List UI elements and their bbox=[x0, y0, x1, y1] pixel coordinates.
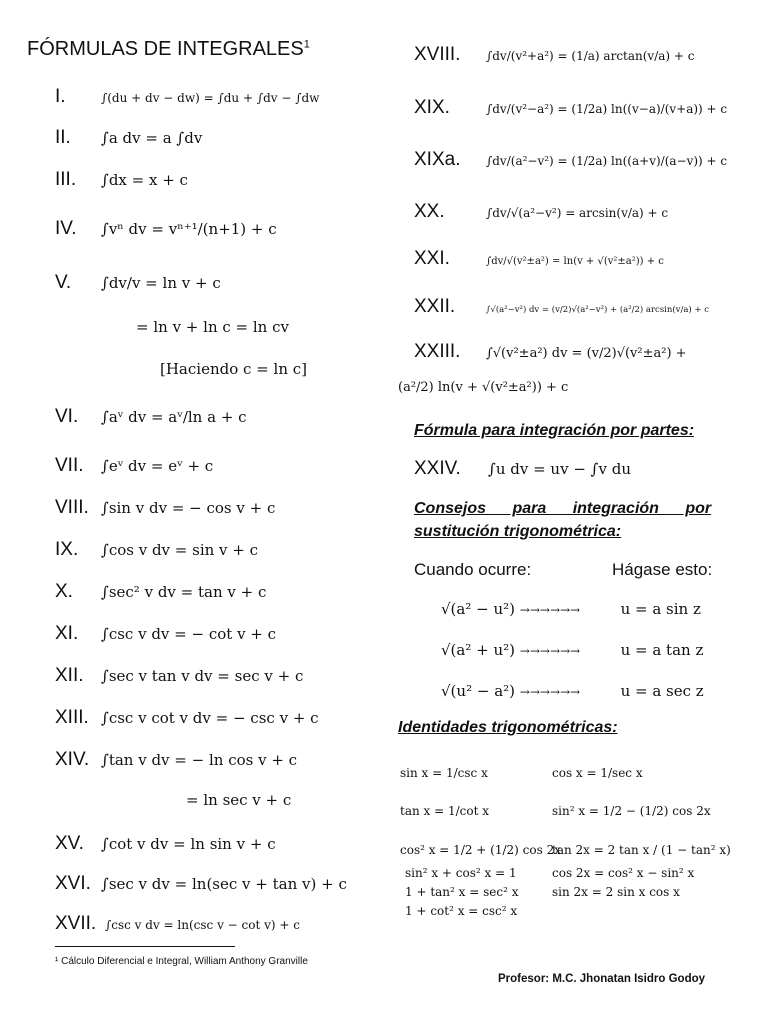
identity-item: tan 2x = 2 tan x / (1 − tan² x) bbox=[552, 843, 731, 857]
formula-number: XXII. bbox=[414, 296, 456, 317]
formula-expression: ∫csc v cot v dv = − csc v + c bbox=[101, 709, 319, 727]
formula-number: VI. bbox=[55, 406, 79, 427]
formula-expression: ∫aᵛ dv = aᵛ/ln a + c bbox=[101, 408, 247, 426]
identity-item: 1 + cot² x = csc² x bbox=[405, 904, 518, 918]
identity-item: sin x = 1/csc x bbox=[400, 766, 488, 780]
formula-row bbox=[55, 833, 276, 855]
formula-number: XXI. bbox=[414, 248, 450, 269]
formula-expression: [Haciendo c = ln c] bbox=[160, 360, 307, 378]
identity-item: cos x = 1/sec x bbox=[552, 766, 643, 780]
formula-row bbox=[55, 169, 188, 191]
formula-number: XVI. bbox=[55, 873, 91, 894]
formula-row bbox=[55, 86, 319, 108]
formula-expression: ∫dx = x + c bbox=[101, 171, 188, 189]
subst-row bbox=[441, 641, 703, 659]
subst-row bbox=[441, 682, 704, 700]
page-title bbox=[27, 38, 310, 61]
formula-row bbox=[414, 341, 687, 363]
subst-do: u = a sin z bbox=[620, 600, 701, 618]
identity-item: sin² x + cos² x = 1 bbox=[405, 866, 517, 880]
identities-heading: Identidades trigonométricas: bbox=[398, 719, 618, 736]
subst-when: √(u² − a²) bbox=[441, 682, 515, 700]
formula-expression: ∫dv/(a²−v²) = (1/2a) ln((a+v)/(a−v)) + c bbox=[486, 154, 728, 168]
formula-expression: ∫csc v dv = ln(csc v − cot v) + c bbox=[105, 918, 300, 932]
formula-row bbox=[186, 791, 291, 810]
subst-do: u = a sec z bbox=[620, 682, 704, 700]
formula-number: IV. bbox=[55, 218, 77, 239]
formula-number: XVIII. bbox=[414, 44, 461, 65]
formula-row bbox=[55, 623, 276, 645]
formula-expression: ∫a dv = a ∫dv bbox=[101, 129, 203, 147]
formula-row bbox=[414, 44, 694, 66]
formula-row bbox=[55, 665, 303, 687]
formula-number: VIII. bbox=[55, 497, 89, 518]
identity-item: cos² x = 1/2 + (1/2) cos 2x bbox=[400, 843, 561, 857]
formula-expression: ∫√(a²−v²) dv = (v/2)√(a²−v²) + (a²/2) arcsin(v/a) + c bbox=[486, 305, 710, 315]
formula-expression: ∫√(v²±a²) dv = (v/2)√(v²±a²) + bbox=[486, 346, 687, 361]
formula-expression: = ln v + ln c = ln cv bbox=[136, 318, 289, 336]
parts-formula-row bbox=[414, 458, 631, 480]
formula-expression: (a²/2) ln(v + √(v²±a²)) + c bbox=[398, 380, 569, 395]
arrow-icon: →→→→→→ bbox=[519, 685, 581, 699]
formula-expression: ∫sec v dv = ln(sec v + tan v) + c bbox=[101, 875, 347, 893]
formula-number: XIX. bbox=[414, 97, 450, 118]
arrow-icon: →→→→→→ bbox=[519, 644, 581, 658]
formula-expression: ∫(du + dv − dw) = ∫du + ∫dv − ∫dw bbox=[101, 91, 320, 105]
author-credit: Profesor: M.C. Jhonatan Isidro Godoy bbox=[498, 973, 706, 985]
identity-item: sin² x = 1/2 − (1/2) cos 2x bbox=[552, 804, 711, 818]
formula-row bbox=[55, 218, 277, 240]
formula-row bbox=[55, 873, 347, 895]
formula-row bbox=[160, 360, 307, 379]
formula-number: XXIII. bbox=[414, 341, 461, 362]
subst-row bbox=[441, 600, 701, 618]
formula-number: XII. bbox=[55, 665, 84, 686]
formula-row bbox=[55, 127, 202, 149]
formula-expression: ∫tan v dv = − ln cos v + c bbox=[101, 751, 298, 769]
title-text: FÓRMULAS DE INTEGRALES bbox=[27, 38, 304, 60]
subst-do: u = a tan z bbox=[620, 641, 704, 659]
formula-number: XX. bbox=[414, 201, 445, 222]
formula-number: XIII. bbox=[55, 707, 89, 728]
formula-expression: ∫eᵛ dv = eᵛ + c bbox=[101, 457, 214, 475]
footnote: ¹ Cálculo Diferencial e Integral, William Anthony Granville bbox=[55, 956, 308, 967]
identity-item: sin 2x = 2 sin x cos x bbox=[552, 885, 680, 899]
formula-expression: ∫cos v dv = sin v + c bbox=[101, 541, 259, 559]
formula-number: VII. bbox=[55, 455, 84, 476]
formula-number: I. bbox=[55, 86, 66, 107]
formula-expression: = ln sec v + c bbox=[186, 791, 292, 809]
formula-expression: ∫vⁿ dv = vⁿ⁺¹/(n+1) + c bbox=[101, 220, 277, 238]
formula-row bbox=[414, 201, 668, 223]
formula-row bbox=[414, 296, 709, 318]
formula-row bbox=[55, 707, 319, 729]
formula-number: XXIV. bbox=[414, 458, 461, 479]
formula-row bbox=[414, 97, 727, 119]
footnote-divider bbox=[55, 946, 235, 947]
formula-row bbox=[55, 539, 258, 561]
arrow-icon: →→→→→→ bbox=[519, 603, 581, 617]
subst-column-do: Hágase esto: bbox=[612, 560, 713, 579]
formula-number: II. bbox=[55, 127, 71, 148]
formula-expression: ∫sec² v dv = tan v + c bbox=[101, 583, 267, 601]
formula-number: XIXa. bbox=[414, 149, 461, 170]
formula-number: XVII. bbox=[55, 913, 97, 934]
formula-expression: ∫cot v dv = ln sin v + c bbox=[101, 835, 276, 853]
formula-expression: ∫dv/(v²+a²) = (1/a) arctan(v/a) + c bbox=[486, 49, 695, 63]
formula-number: IX. bbox=[55, 539, 79, 560]
formula-expression: ∫dv/√(a²−v²) = arcsin(v/a) + c bbox=[486, 206, 669, 220]
formula-number: XV. bbox=[55, 833, 84, 854]
identity-item: 1 + tan² x = sec² x bbox=[405, 885, 519, 899]
formula-row bbox=[55, 749, 297, 771]
subst-column-when: Cuando ocurre: bbox=[414, 560, 532, 579]
identity-item: tan x = 1/cot x bbox=[400, 804, 489, 818]
subst-when: √(a² − u²) bbox=[441, 600, 515, 618]
formula-expression: ∫sec v tan v dv = sec v + c bbox=[101, 667, 304, 685]
formula-number: V. bbox=[55, 272, 72, 293]
formula-row bbox=[414, 149, 727, 171]
formula-row bbox=[55, 455, 213, 477]
formula-row bbox=[55, 581, 266, 603]
subst-heading-line1 bbox=[414, 500, 720, 518]
formula-expression: ∫sin v dv = − cos v + c bbox=[101, 499, 276, 517]
subst-heading-line2: sustitución trigonométrica: bbox=[414, 523, 622, 540]
subst-heading-text: Consejos para integración por bbox=[414, 500, 712, 517]
identity-item: cos 2x = cos² x − sin² x bbox=[552, 866, 695, 880]
formula-expression: ∫dv/v = ln v + c bbox=[101, 274, 221, 292]
formula-row bbox=[55, 497, 275, 519]
footnote-mark: 1 bbox=[303, 38, 310, 51]
formula-number: X. bbox=[55, 581, 73, 602]
formula-number: III. bbox=[55, 169, 77, 190]
formula-expression: ∫u dv = uv − ∫v du bbox=[488, 460, 631, 478]
formula-expression: ∫dv/(v²−a²) = (1/2a) ln((v−a)/(v+a)) + c bbox=[486, 102, 728, 116]
formula-number: XIV. bbox=[55, 749, 90, 770]
formula-row bbox=[55, 913, 300, 935]
formula-expression: ∫dv/√(v²±a²) = ln(v + √(v²±a²)) + c bbox=[486, 256, 664, 267]
parts-heading: Fórmula para integración por partes: bbox=[414, 422, 695, 439]
formula-row bbox=[55, 272, 221, 294]
formula-row bbox=[414, 248, 664, 270]
formula-number: XI. bbox=[55, 623, 79, 644]
subst-when: √(a² + u²) bbox=[441, 641, 515, 659]
formula-row bbox=[55, 406, 247, 428]
formula-expression: ∫csc v dv = − cot v + c bbox=[101, 625, 277, 643]
formula-row bbox=[136, 318, 289, 337]
formula-row bbox=[398, 378, 568, 396]
